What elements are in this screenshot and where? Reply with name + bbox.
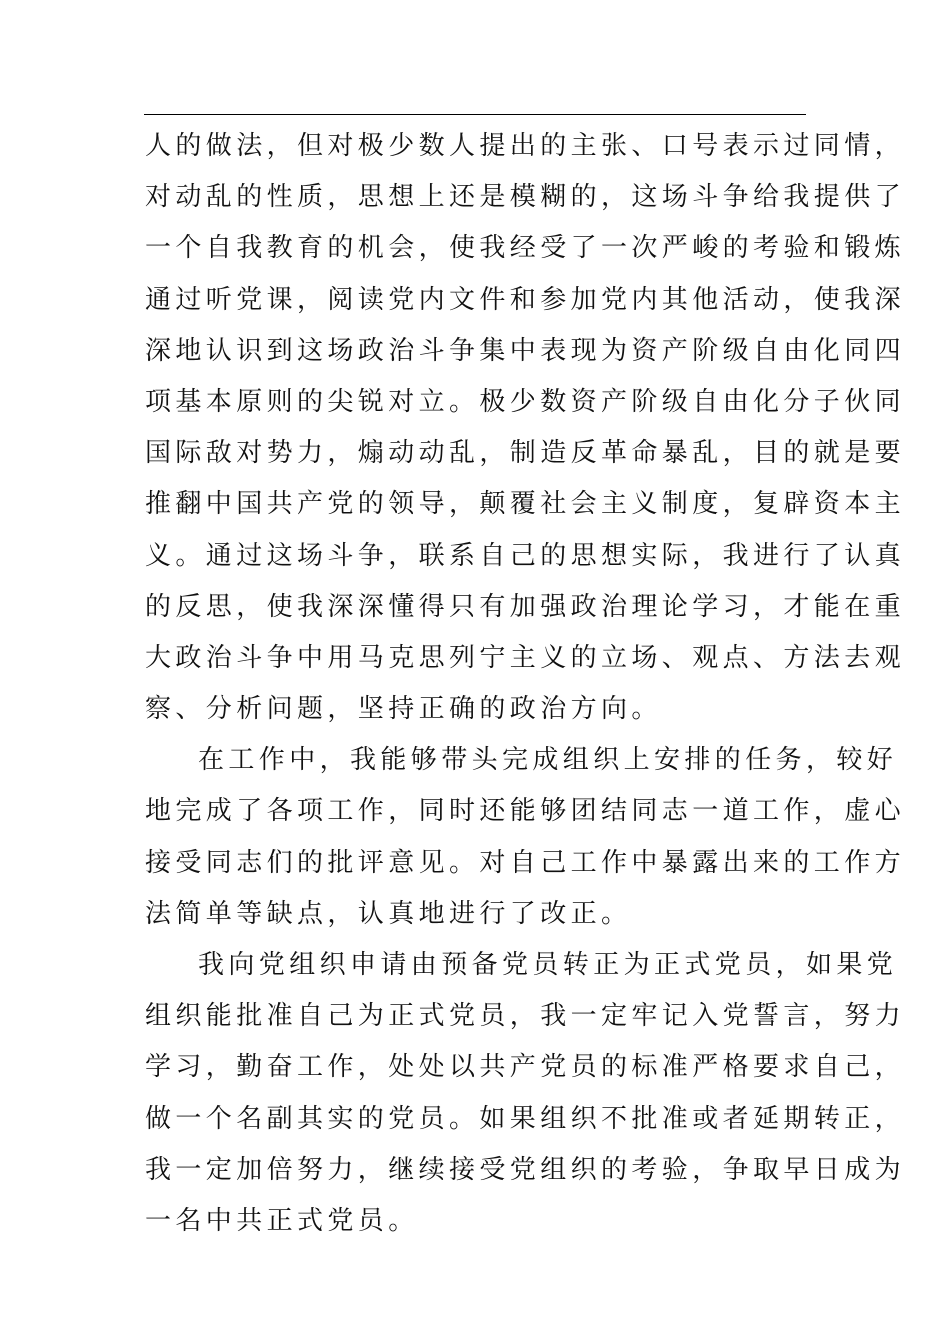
text-line: 的反思，使我深深懂得只有加强政治理论学习，才能在重	[145, 591, 906, 622]
text-line: 对动乱的性质，思想上还是模糊的，这场斗争给我提供了	[145, 182, 906, 213]
text-line: 国际敌对势力，煽动动乱，制造反革命暴乱，目的就是要	[145, 438, 906, 469]
text-line: 法简单等缺点，认真地进行了改正。	[145, 898, 632, 929]
text-line: 义。通过这场斗争，联系自己的思想实际，我进行了认真	[145, 540, 906, 571]
document-body	[145, 121, 906, 1247]
paragraph-2	[145, 735, 906, 940]
text-line: 接受同志们的批评意见。对自己工作中暴露出来的工作方	[145, 847, 906, 878]
text-line: 地完成了各项工作，同时还能够团结同志一道工作，虚心	[145, 796, 906, 827]
text-line: 组织能批准自己为正式党员，我一定牢记入党誓言，努力	[145, 1001, 906, 1032]
text-line: 我一定加倍努力，继续接受党组织的考验，争取早日成为	[145, 1154, 906, 1185]
paragraph-1	[145, 121, 906, 735]
text-line-first: 我向党组织申请由预备党员转正为正式党员，如果党	[198, 950, 898, 980]
text-line: 人的做法，但对极少数人提出的主张、口号表示过同情，	[145, 131, 906, 161]
text-line: 推翻中国共产党的领导，颠覆社会主义制度，复辟资本主	[145, 489, 906, 520]
text-line: 一个自我教育的机会，使我经受了一次严峻的考验和锻炼	[145, 233, 906, 264]
text-line: 一名中共正式党员。	[145, 1205, 419, 1236]
text-line: 项基本原则的尖锐对立。极少数资产阶级自由化分子伙同	[145, 386, 906, 417]
text-line: 通过听党课，阅读党内文件和参加党内其他活动，使我深	[145, 284, 906, 315]
text-line: 大政治斗争中用马克思列宁主义的立场、观点、方法去观	[145, 642, 906, 673]
text-line: 察、分析问题，坚持正确的政治方向。	[145, 694, 662, 725]
text-line: 深地认识到这场政治斗争集中表现为资产阶级自由化同四	[145, 335, 906, 366]
text-line: 做一个名副其实的党员。如果组织不批准或者延期转正，	[145, 1103, 906, 1134]
header-rule	[144, 114, 806, 115]
paragraph-3	[145, 940, 906, 1247]
text-line: 学习，勤奋工作，处处以共产党员的标准严格要求自己，	[145, 1052, 906, 1083]
text-line-first: 在工作中，我能够带头完成组织上安排的任务，较好	[198, 745, 898, 776]
